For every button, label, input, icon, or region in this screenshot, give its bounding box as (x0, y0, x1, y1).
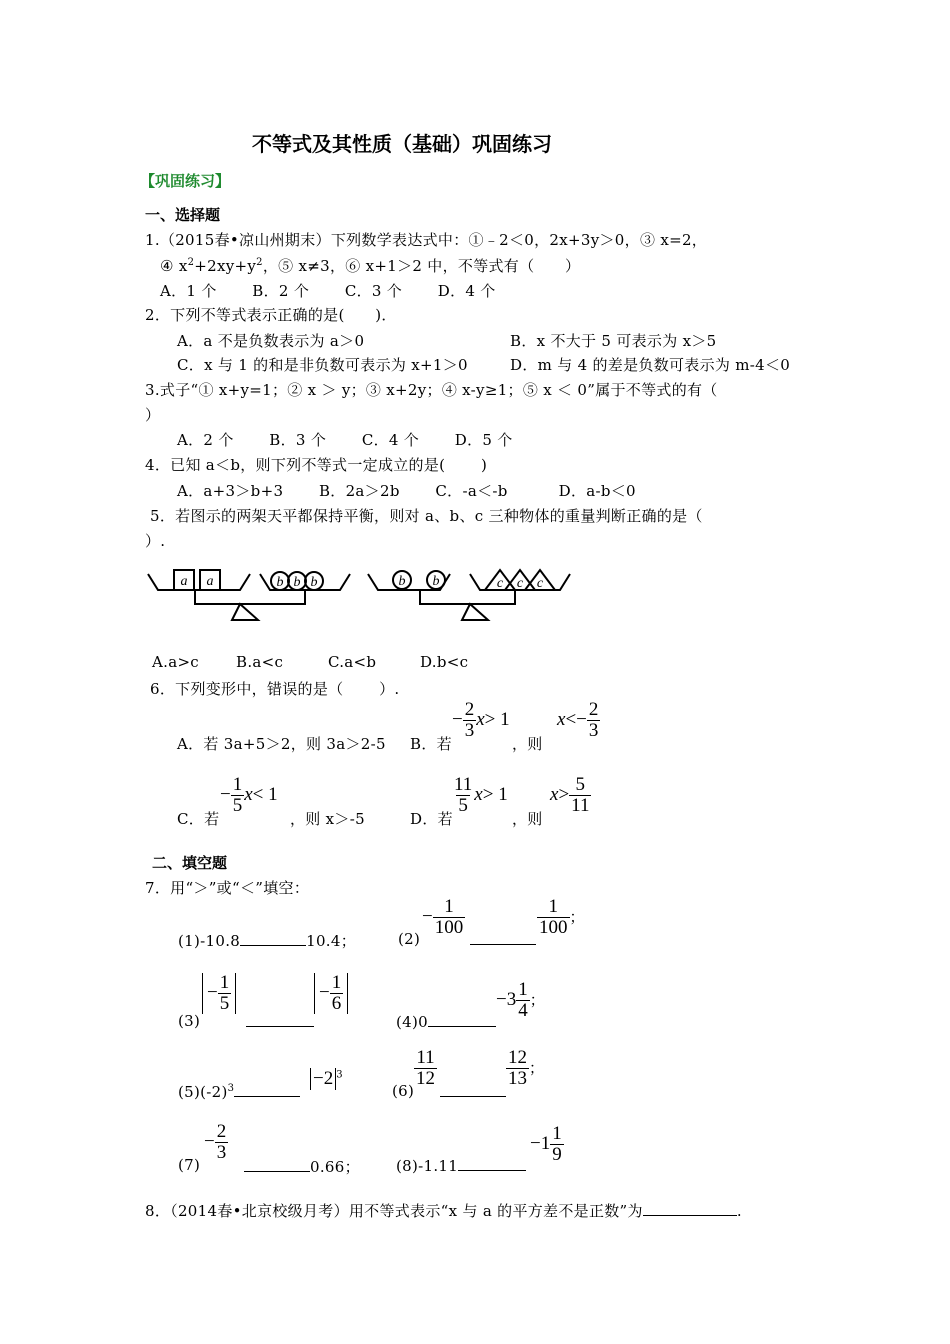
q7-part3-left: − $\frac{1}{5}$ (202, 973, 236, 1014)
q6-option-a: A．若 3a+5＞2，则 3a＞2-5 (177, 735, 386, 753)
q7-part3-label: (3) (178, 1012, 201, 1030)
q7-part6-label: (6) (392, 1082, 415, 1100)
q7-part7: 0.66； (244, 1156, 360, 1177)
q6-option-c-prefix: C．若 (177, 810, 220, 828)
weight-c-label-2: c (516, 576, 524, 591)
q7-part2-blank (470, 930, 536, 949)
q6-c-condition: − $\frac{1}{5}$ x< 1 (220, 774, 278, 816)
q7-part7-label: (7) (178, 1156, 201, 1174)
q5-option-d: D.b<c (420, 653, 469, 671)
q5-line2: ）. (145, 532, 166, 550)
q7-part7-left: − $\frac{2}{3}$ (204, 1121, 227, 1163)
weight-b-label-5: b (432, 574, 440, 589)
q1-line1: 1.（2015春•凉山州期末）下列数学表达式中：①﹣2＜0，2x+3y＞0，③ x=2， (145, 231, 708, 249)
q5-option-b: B.a<c (236, 653, 284, 671)
q7-part2-right: $\frac{1}{100}$ ； (539, 896, 585, 938)
q2-option-d: D．m 与 4 的差是负数可表示为 m-4＜0 (510, 356, 791, 374)
section-choice-heading: 一、选择题 (145, 206, 221, 224)
q7-part6-blank (440, 1082, 506, 1101)
section-tag: 【巩固练习】 (140, 172, 231, 190)
weight-b-label-1: b (276, 575, 284, 590)
answer-blank-1[interactable] (240, 931, 306, 946)
q6-option-d-prefix: D．若 (410, 810, 453, 828)
q4-options: A．a+3＞b+3 B．2a＞2b C．-a＜-b D．a-b＜0 (177, 482, 636, 500)
q7-part3-right: − $\frac{1}{6}$ (314, 973, 348, 1014)
q7-stem: 7．用“＞”或“＜”填空： (145, 879, 310, 897)
q1-options: A．1 个 B．2 个 C．3 个 D．4 个 (160, 282, 496, 300)
q7-part4-value: −3 $\frac{1}{4}$ ； (496, 979, 546, 1021)
answer-blank-2[interactable] (470, 930, 536, 945)
q3-line2: ） (145, 406, 161, 424)
q7-part2-left: − $\frac{1}{100}$ (422, 896, 464, 938)
q7-part5: $(5)(-2)^3$ (178, 1082, 300, 1101)
weight-a-label-1: a (180, 574, 188, 589)
q6-option-c-result: ，则 x＞-5 (290, 810, 365, 828)
q7-part4: (4)0 (396, 1012, 496, 1031)
q7-part3-blank (246, 1012, 314, 1031)
q3-options: A．2 个 B．3 个 C．4 个 D．5 个 (177, 431, 513, 449)
answer-blank-6[interactable] (440, 1082, 506, 1097)
q8: 8．（2014春•北京校级月考）用不等式表示“x 与 a 的平方差不是正数”为 . (145, 1202, 742, 1220)
q4-stem: 4．已知 a＜b，则下列不等式一定成立的是( ) (145, 456, 488, 474)
weight-b-label-4: b (398, 574, 406, 589)
q6-option-b-then: ，则 (512, 735, 543, 753)
q3-line1: 3.式子“① x+y=1；② x ＞ y；③ x+2y；④ x-y≥1；⑤ x ＜ 0”属于不等式的有（ (145, 381, 718, 399)
weight-c-label-1: c (496, 576, 504, 591)
answer-blank-3[interactable] (246, 1012, 314, 1027)
weight-a-label-2: a (206, 574, 214, 589)
q2-option-c: C．x 与 1 的和是非负数可表示为 x+1＞0 (177, 356, 468, 374)
q7-part5-value: −2 $^3$ (310, 1068, 343, 1090)
q5-option-c: C.a<b (328, 653, 377, 671)
page-title: 不等式及其性质（基础）巩固练习 (252, 132, 552, 156)
q6-d-result: x> $\frac{5}{11}$ (550, 774, 590, 816)
q7-part6-right: $\frac{12}{13}$ ； (508, 1047, 545, 1089)
q6-b-result: x<− $\frac{2}{3}$ (557, 699, 599, 741)
q7-part8-value: −1 $\frac{1}{9}$ (530, 1123, 562, 1165)
q6-b-condition: − $\frac{2}{3}$ x> 1 (452, 699, 510, 741)
answer-blank-5[interactable] (234, 1082, 300, 1097)
q6-option-b-prefix: B．若 (410, 735, 452, 753)
answer-blank-4[interactable] (428, 1012, 496, 1027)
answer-blank-q8[interactable] (643, 1201, 737, 1216)
q7-part1: (1)-10.8 10.4； (178, 932, 357, 950)
q5-option-a: A.a>c (152, 653, 200, 671)
q5-line1: 5．若图示的两架天平都保持平衡，则对 a、b、c 三种物体的重量判断正确的是（ (150, 507, 703, 525)
q1-line2: ④ $x^2+2xy+y^2$，⑤ x≠3，⑥ x+1＞2 中，不等式有（ ） (160, 257, 581, 275)
q2-option-b: B．x 不大于 5 可表示为 x＞5 (510, 332, 717, 350)
weight-b-label-3: b (310, 575, 318, 590)
weight-c-label-3: c (536, 576, 544, 591)
q7-part8: (8)-1.11 (396, 1156, 526, 1175)
answer-blank-8[interactable] (458, 1156, 526, 1171)
q2-stem: 2．下列不等式表示正确的是( )． (145, 306, 397, 324)
q7-part2-label: (2) (398, 930, 421, 948)
section-fill-heading: 二、填空题 (152, 854, 228, 872)
q6-stem: 6．下列变形中，错误的是（ ）. (150, 680, 400, 698)
q6-d-condition: $\frac{11}{5}$ x> 1 (454, 774, 508, 816)
balance-scales-figure (140, 560, 590, 630)
answer-blank-7[interactable] (244, 1157, 310, 1172)
q6-option-d-then: ，则 (512, 810, 543, 828)
weight-b-label-2: b (293, 575, 301, 590)
q2-option-a: A．a 不是负数表示为 a＞0 (177, 332, 365, 350)
q7-part6-left: $\frac{11}{12}$ (416, 1047, 435, 1089)
